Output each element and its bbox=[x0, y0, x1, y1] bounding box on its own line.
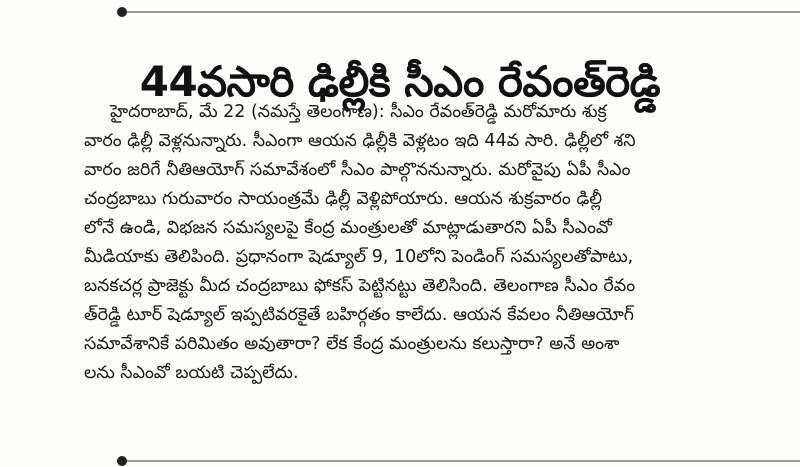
article-line: సమావేశానికే పరిమితం అవుతారా? లేక కేంద్ర మంత్రులను కలుస్తారా? అనే అంశా bbox=[84, 334, 620, 354]
top-bullet-dot bbox=[117, 7, 127, 17]
article-line: బనకచర్ల ప్రాజెక్టు మీద చంద్రబాబు ఫోకస్‌ పెట్టినట్టు తెలిసింది. తెలంగాణ సీఎం రేవం bbox=[84, 276, 636, 296]
article-line: లోనే ఉండి, విభజన సమస్యలపై కేంద్ర మంత్రులతో మాట్లాడుతారని ఏపీ సీఎంవో bbox=[84, 218, 612, 238]
article-line: చంద్రబాబు గురువారం సాయంత్రమే ఢిల్లీ వెళ్లిపోయారు. ఆయన శుక్రవారం ఢిల్లీ bbox=[84, 189, 603, 209]
article-line: హైదరాబాద్‌, మే 22 (నమస్తే తెలంగాణ): సీఎం రేవంత్‌రెడ్డి మరోమారు శుక్ర bbox=[110, 102, 607, 122]
bottom-divider bbox=[122, 460, 800, 462]
top-divider bbox=[122, 11, 800, 13]
article-line: మీడియాకు తెలిపింది. ప్రధానంగా షెడ్యూల్‌ 9, 10లోని పెండింగ్‌ సమస్యలతోపాటు, bbox=[84, 247, 634, 267]
article-body bbox=[84, 98, 798, 388]
headline: 44వసారి ఢిల్లీకి సీఎం రేవంత్‌రెడ్డి bbox=[139, 57, 661, 107]
article-line: వారం జరిగే నీతిఆయోగ్‌ సమావేశంలో సీఎం పాల్గొననున్నారు. మరోవైపు ఏపీ సీఎం bbox=[84, 160, 631, 180]
article-line: త్‌రెడ్డి టూర్‌ షెడ్యూల్‌ ఇప్పటివరకైతే బహిర్గతం కాలేదు. ఆయన కేవలం నీతిఆయోగ్‌ bbox=[84, 305, 634, 325]
article-line: వారం ఢిల్లీ వెళ్లనున్నారు. సీఎంగా ఆయన ఢిల్లీకి వెళ్లటం ఇది 44వ సారి. ఢిల్లీలో శని bbox=[84, 131, 636, 151]
bottom-bullet-dot bbox=[117, 456, 127, 466]
article-line: లను సీఎంవో బయటి చెప్పలేదు. bbox=[84, 363, 299, 383]
